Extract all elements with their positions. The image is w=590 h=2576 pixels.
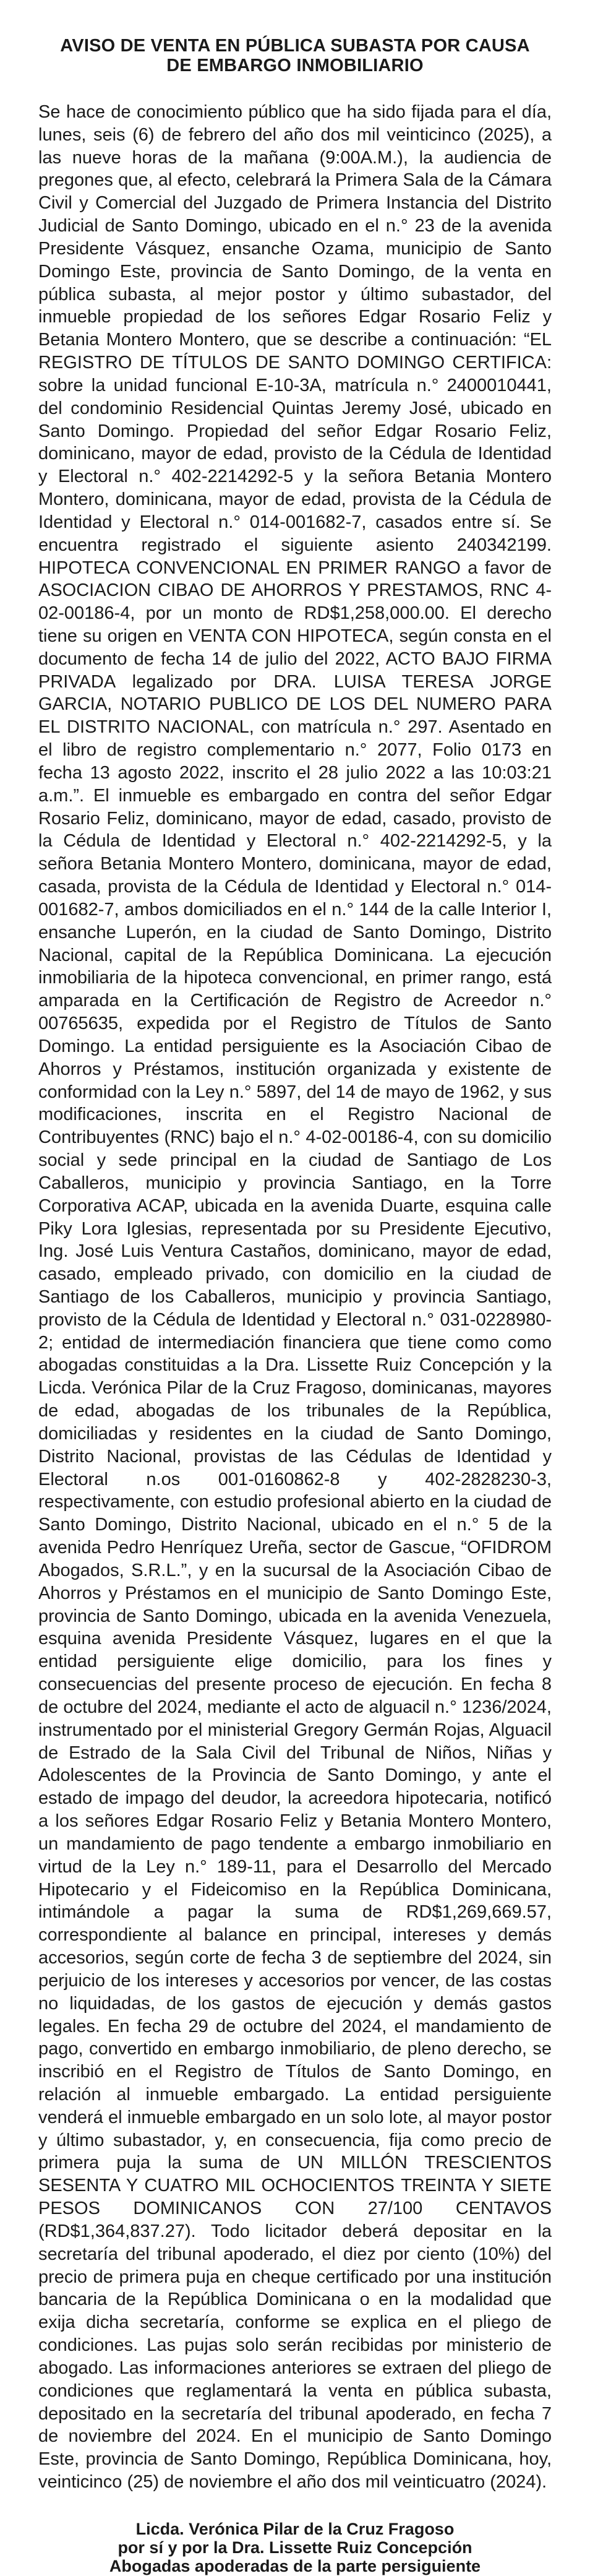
notice-title-line-2: DE EMBARGO INMOBILIARIO — [166, 56, 424, 76]
signature-line-3: Abogadas apoderadas de la parte persiguiente — [109, 2557, 481, 2576]
signature-block — [38, 2520, 552, 2576]
notice-title-line-1: AVISO DE VENTA EN PÚBLICA SUBASTA POR CAUSA — [60, 36, 530, 56]
signature-line-1: Licda. Verónica Pilar de la Cruz Fragoso — [135, 2519, 455, 2538]
notice-title — [38, 36, 552, 76]
signature-line-2: por sí y por la Dra. Lissette Ruiz Concepción — [118, 2538, 472, 2557]
notice-body: Se hace de conocimiento público que ha sido fijada para el día, lunes, seis (6) de febrero del año dos mil veinticinco (2025), a las nueve horas de la mañana (9:00A.M.), la audiencia de pregones que, al efecto, celebrará la Primera Sala de la Cámara Civil y Comercial del Juzgado de Primera Instancia del Distrito Judicial de Santo Domingo, ubicado en el n.° 23 de la avenida Presidente Vásquez, ensanche Ozama, municipio de Santo Domingo Este, provincia de Santo Domingo, de la venta en pública subasta, al mejor postor y último subastador, del inmueble propiedad de los señores Edgar Rosario Feliz y Betania Montero Montero, que se describe a continuación: “EL REGISTRO DE TÍTULOS DE SANTO DOMINGO CERTIFICA: sobre la unidad funcional E-10-3A, matrícula n.° 2400010441, del condominio Residencial Quintas Jeremy José, ubicado en Santo Domingo. Propiedad del señor Edgar Rosario Feliz, dominicano, mayor de edad, provisto de la Cédula de Identidad y Electoral n.° 402-2214292-5 y la señora Betania Montero Montero, dominicana, mayor de edad, provista de la Cédula de Identidad y Electoral n.° 014-001682-7, casados entre sí. Se encuentra registrado el siguiente asiento 240342199. HIPOTECA CONVENCIONAL EN PRIMER RANGO a favor de ASOCIACION CIBAO DE AHORROS Y PRESTAMOS, RNC 4-02-00186-4, por un monto de RD$1,258,000.00. El derecho tiene su origen en VENTA CON HIPOTECA, según consta en el documento de fecha 14 de julio del 2022, ACTO BAJO FIRMA PRIVADA legalizado por DRA. LUISA TERESA JORGE GARCIA, NOTARIO PUBLICO DE LOS DEL NUMERO PARA EL DISTRITO NACIONAL, con matrícula n.° 297. Asentado en el libro de registro complementario n.° 2077, Folio 0173 en fecha 13 agosto 2022, inscrito el 28 julio 2022 a las 10:03:21 a.m.”. El inmueble es embargado en contra del señor Edgar Rosario Feliz, dominicano, mayor de edad, casado, provisto de la Cédula de Identidad y Electoral n.° 402-2214292-5, y la señora Betania Montero Montero, dominicana, mayor de edad, casada, provista de la Cédula de Identidad y Electoral n.° 014-001682-7, ambos domiciliados en el n.° 144 de la calle Interior I, ensanche Luperón, en la ciudad de Santo Domingo, Distrito Nacional, capital de la República Dominicana. La ejecución inmobiliaria de la hipoteca convencional, en primer rango, está amparada en la Certificación de Registro de Acreedor n.° 00765635, expedida por el Registro de Títulos de Santo Domingo. La entidad persiguiente es la Asociación Cibao de Ahorros y Préstamos, institución organizada y existente de conformidad con la Ley n.° 5897, del 14 de mayo de 1962, y sus modificaciones, inscrita en el Registro Nacional de Contribuyentes (RNC) bajo el n.° 4-02-00186-4, con su domicilio social y sede principal en la ciudad de Santiago de Los Caballeros, municipio y provincia Santiago, en la Torre Corporativa ACAP, ubicada en la avenida Duarte, esquina calle Piky Lora Iglesias, representada por su Presidente Ejecutivo, Ing. José Luis Ventura Castaños, dominicano, mayor de edad, casado, empleado privado, con domicilio en la ciudad de Santiago de los Caballeros, municipio y provincia Santiago, provisto de la Cédula de Identidad y Electoral n.° 031-0228980-2; entidad de intermediación financiera que tiene como como abogadas constituidas a la Dra. Lissette Ruiz Concepción y la Licda. Verónica Pilar de la Cruz Fragoso, dominicanas, mayores de edad, abogadas de los tribunales de la República, domiciliadas y residentes en la ciudad de Santo Domingo, Distrito Nacional, provistas de las Cédulas de Identidad y Electoral n.os 001-0160862-8 y 402-2828230-3, respectivamente, con estudio profesional abierto en la ciudad de Santo Domingo, Distrito Nacional, ubicado en el n.° 5 de la avenida Pedro Henríquez Ureña, sector de Gascue, “OFIDROM Abogados, S.R.L.”, y en la sucursal de la Asociación Cibao de Ahorros y Préstamos en el municipio de Santo Domingo Este, provincia de Santo Domingo, ubicada en la avenida Venezuela, esquina avenida Presidente Vásquez, lugares en el que la entidad persiguiente elige domicilio, para los fines y consecuencias del presente proceso de ejecución. En fecha 8 de octubre del 2024, mediante el acto de alguacil n.° 1236/2024, instrumentado por el ministerial Gregory Germán Rojas, Alguacil de Estrado de la Sala Civil del Tribunal de Niños, Niñas y Adolescentes de la Provincia de Santo Domingo, y ante el estado de impago del deudor, la acreedora hipotecaria, notificó a los señores Edgar Rosario Feliz y Betania Montero Montero, un mandamiento de pago tendente a embargo inmobiliario en virtud de la Ley n.° 189-11, para el Desarrollo del Mercado Hipotecario y el Fideicomiso en la República Dominicana, intimándole a pagar la suma de RD$1,269,669.57, correspondiente al balance en principal, intereses y demás accesorios, según corte de fecha 3 de septiembre del 2024, sin perjuicio de los intereses y accesorios por vencer, de las costas no liquidadas, de los gastos de ejecución y demás gastos legales. En fecha 29 de octubre del 2024, el mandamiento de pago, convertido en embargo inmobiliario, de pleno derecho, se inscribió en el Registro de Títulos de Santo Domingo, en relación al inmueble embargado. La entidad persiguiente venderá el inmueble embargado en un solo lote, al mayor postor y último subastador, y, en consecuencia, fija como precio de primera puja la suma de UN MILLÓN TRESCIENTOS SESENTA Y CUATRO MIL OCHOCIENTOS TREINTA Y SIETE PESOS DOMINICANOS CON 27/100 CENTAVOS (RD$1,364,837.27). Todo licitador deberá depositar en la secretaría del tribunal apoderado, el diez por ciento (10%) del precio de primera puja en cheque certificado por una institución bancaria de la República Dominicana o en la modalidad que exija dicha secretaría, conforme se explica en el pliego de condiciones. Las pujas solo serán recibidas por ministerio de abogado. Las informaciones anteriores se extraen del pliego de condiciones que reglamentará la venta en pública subasta, depositado en la secretaría del tribunal apoderado, en fecha 7 de noviembre del 2024. En el municipio de Santo Domingo Este, provincia de Santo Domingo, República Dominicana, hoy, veinticinco (25) de noviembre el año dos mil veinticuatro (2024). — [38, 101, 552, 2492]
